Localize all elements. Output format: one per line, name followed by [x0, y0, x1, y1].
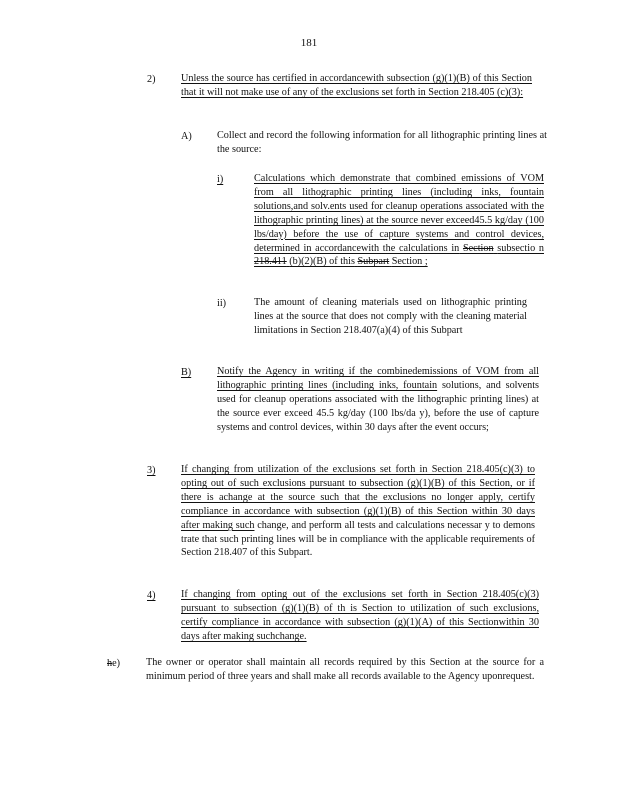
- item-2Ai-label: i): [217, 174, 224, 185]
- item-2-label: 2): [147, 74, 156, 85]
- item-2Aii-label: ii): [217, 298, 227, 309]
- item-2Ai-struck-number: 218.411: [254, 256, 287, 268]
- item-2B-underlined: Notify the Agency in writing if the combinedemissions of VOM from all lithographic printing lines (including inks, fountain: [217, 366, 539, 391]
- item-2Ai-text: [254, 172, 544, 269]
- item-2Ai-reference: (b)(2)(B) of this: [289, 256, 355, 268]
- item-2Aii-text: [254, 296, 527, 338]
- item-2Ai-body: Calculations which demonstrate that combined emissions of VOM from all lithographic printing lines (including inks, fountain solutions,and solv.ents used for cleanup operations associated with the lithographic printing lines) at the source never exceed45.5 kg/day (100 lbs/day) before the use of capture systems and control devices, determined in accordancewith the calculations in: [254, 173, 544, 254]
- item-2B-plain: solutions, and solvents used for cleanup operations associated with the lithographic printing lines) at the source ever exceed 45.5 kg/day (100 lbs/da y), before the use of capture systems and control devices, within 30 days after the event occurs;: [217, 379, 539, 433]
- item-2Ai-struck-section: Section: [462, 242, 494, 254]
- item-2B-text: [217, 365, 539, 435]
- item-h-label-struck: h: [107, 658, 113, 669]
- item-h-label-new: e): [112, 658, 121, 669]
- item-3-text: [181, 463, 535, 560]
- item-h-text: The owner or operator shall maintain all records required by this Section at the source for a minimum period of three years and shall make all records available to the Agency uponrequest.: [146, 657, 544, 682]
- item-h-label: [107, 658, 120, 669]
- item-2Ai-inserted-section: Section ;: [391, 256, 428, 268]
- item-3-plain: change, and perform all tests and calculations necessar y to demons trate that such printing lines will be in compliance with the applicable requirements of Section 218.407 of this Subpart.: [181, 519, 535, 559]
- item-4-text: If changing from opting out of the exclusions set forth in Section 218.405(c)(3) pursuant to subsection (g)(1)(B) of th is Section to utilization of such exclusions, certify compliance in accordance with subsection (g)(1)(A) of this Sectionwithin 30 days after making suchchange.: [181, 589, 539, 642]
- item-2Aii-body: The amount of cleaning materials used on lithographic printing lines at the source that does not comply with the cleaning material limitations in Section 218.407(a)(4) of this Subpart: [254, 297, 527, 336]
- item-4-label: 4): [147, 590, 156, 601]
- item-2Ai-inserted-subsection: subsectio n: [497, 242, 544, 254]
- item-3-underlined: If changing from utilization of the exclusions set forth in Section 218.405(c)(3) to opting out of such exclusions pursuant to subsection (g)(1)(B) of this Section, or if there is achange at the source such that the exclusions no longer apply, certify compliance in accordance with subsection (g)(1)(B) of this Section within 30 days after making such: [181, 464, 535, 531]
- item-2A-text: Collect and record the following information for all lithographic printing lines at the source:: [217, 130, 547, 155]
- item-3-label: 3): [147, 465, 156, 476]
- page-number: 181: [300, 37, 318, 49]
- item-2-text: Unless the source has certified in accordancewith subsection (g)(1)(B) of this Section that it will not make use of any of the exclusions set forth in Section 218.405 (c)(3):: [181, 73, 532, 98]
- item-2Ai-struck-subpart: Subpart: [357, 256, 390, 268]
- item-2A-label: A): [181, 131, 192, 142]
- item-2B-label: B): [181, 367, 192, 378]
